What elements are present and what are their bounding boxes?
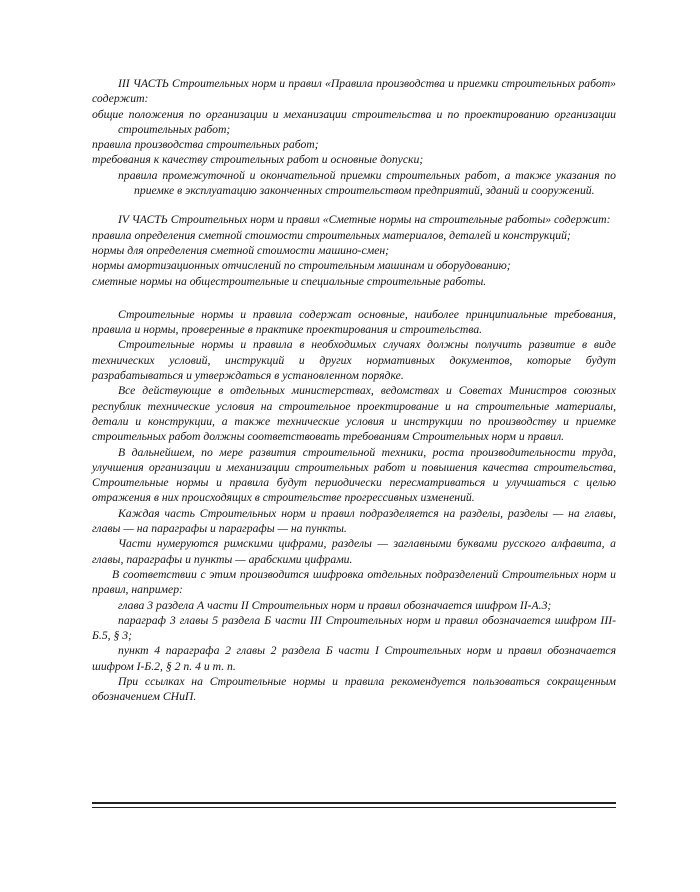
part3-item: требования к качеству строительных работ и основные допуски;: [92, 153, 424, 167]
part3-item: правила промежуточной и окончательной приемки строительных работ, а также указания по приемке в эксплуатацию законченных строительством предприятий, зданий и сооружений.: [118, 168, 616, 198]
body-paragraph: В дальнейшем, по мере развития строительной техники, роста производительности труда, улучшения организации и механизации строительных работ и повышения качества строительства, Строительные нормы и правила будут периодически пересматриваться и улучшаться с целью отражения в них происходящих в строительстве прогрессивных изменений.: [92, 445, 616, 505]
body-paragraph: Части нумеруются римскими цифрами, разделы — заглавными буквами русского алфавита, а главы, параграфы и пункты — арабскими цифрами.: [92, 537, 616, 566]
footer-divider: [92, 807, 616, 808]
footer-divider: [92, 802, 616, 804]
part3-item: правила производства строительных работ;: [92, 138, 319, 152]
part4-item: нормы амортизационных отчислений по строительным машинам и оборудованию;: [92, 259, 511, 273]
part4-intro: IV ЧАСТЬ Строительных норм и правил «Сметные нормы на строительные работы» содержит:: [118, 213, 611, 227]
body-paragraph: Строительные нормы и правила в необходимых случаях должны получить развитие в виде технических условий, инструкций и других нормативных документов, которые будут разрабатываться и утверждаться в установленном порядке.: [92, 338, 616, 383]
document-body: [92, 76, 616, 705]
part4-item: правила определения сметной стоимости строительных материалов, деталей и конструкций;: [92, 228, 571, 242]
example-item: пункт 4 параграфа 2 главы 2 раздела Б части I Строительных норм и правил обозначается шифром I-Б.2, § 2 п. 4 и т. п.: [92, 644, 616, 673]
part3-item: общие положения по организации и механизации строительства и по проектированию организации строительных работ;: [92, 107, 616, 136]
spacer: [92, 289, 616, 307]
example-item: параграф 3 главы 5 раздела Б части III Строительных норм и правил обозначается шифром III-Б.5, § 3;: [92, 613, 616, 643]
body-paragraph: Все действующие в отдельных министерствах, ведомствах и Советах Министров союзных республик технические условия на строительное проектирование и на строительные материалы, детали и конструкции, а также технические условия и инструкции по производству и приемке строительных работ должны соответствовать требованиям Строительных норм и правил.: [92, 384, 616, 444]
body-paragraph: В соответствии с этим производится шифровка отдельных подразделений Строительных норм и правил, например:: [92, 567, 616, 597]
body-paragraph: Каждая часть Строительных норм и правил подразделяется на разделы, разделы — на главы, главы — на параграфы и параграфы — на пункты.: [92, 506, 616, 536]
part4-item: сметные нормы на общестроительные и специальные строительные работы.: [92, 274, 487, 288]
spacer: [92, 198, 616, 212]
part4-item: нормы для определения сметной стоимости машино-смен;: [92, 243, 390, 257]
body-paragraph: При ссылках на Строительные нормы и правила рекомендуется пользоваться сокращенным обозначением СНиП.: [92, 674, 616, 704]
body-paragraph: Строительные нормы и правила содержат основные, наиболее принципиальные требования, правила и нормы, проверенные в практике проектирования и строительства.: [92, 307, 616, 337]
part3-intro: III ЧАСТЬ Строительных норм и правил «Правила производства и приемки строительных работ» содержит:: [92, 77, 616, 106]
example-item: глава 3 раздела А части II Строительных норм и правил обозначается шифром II-А.3;: [118, 598, 552, 612]
